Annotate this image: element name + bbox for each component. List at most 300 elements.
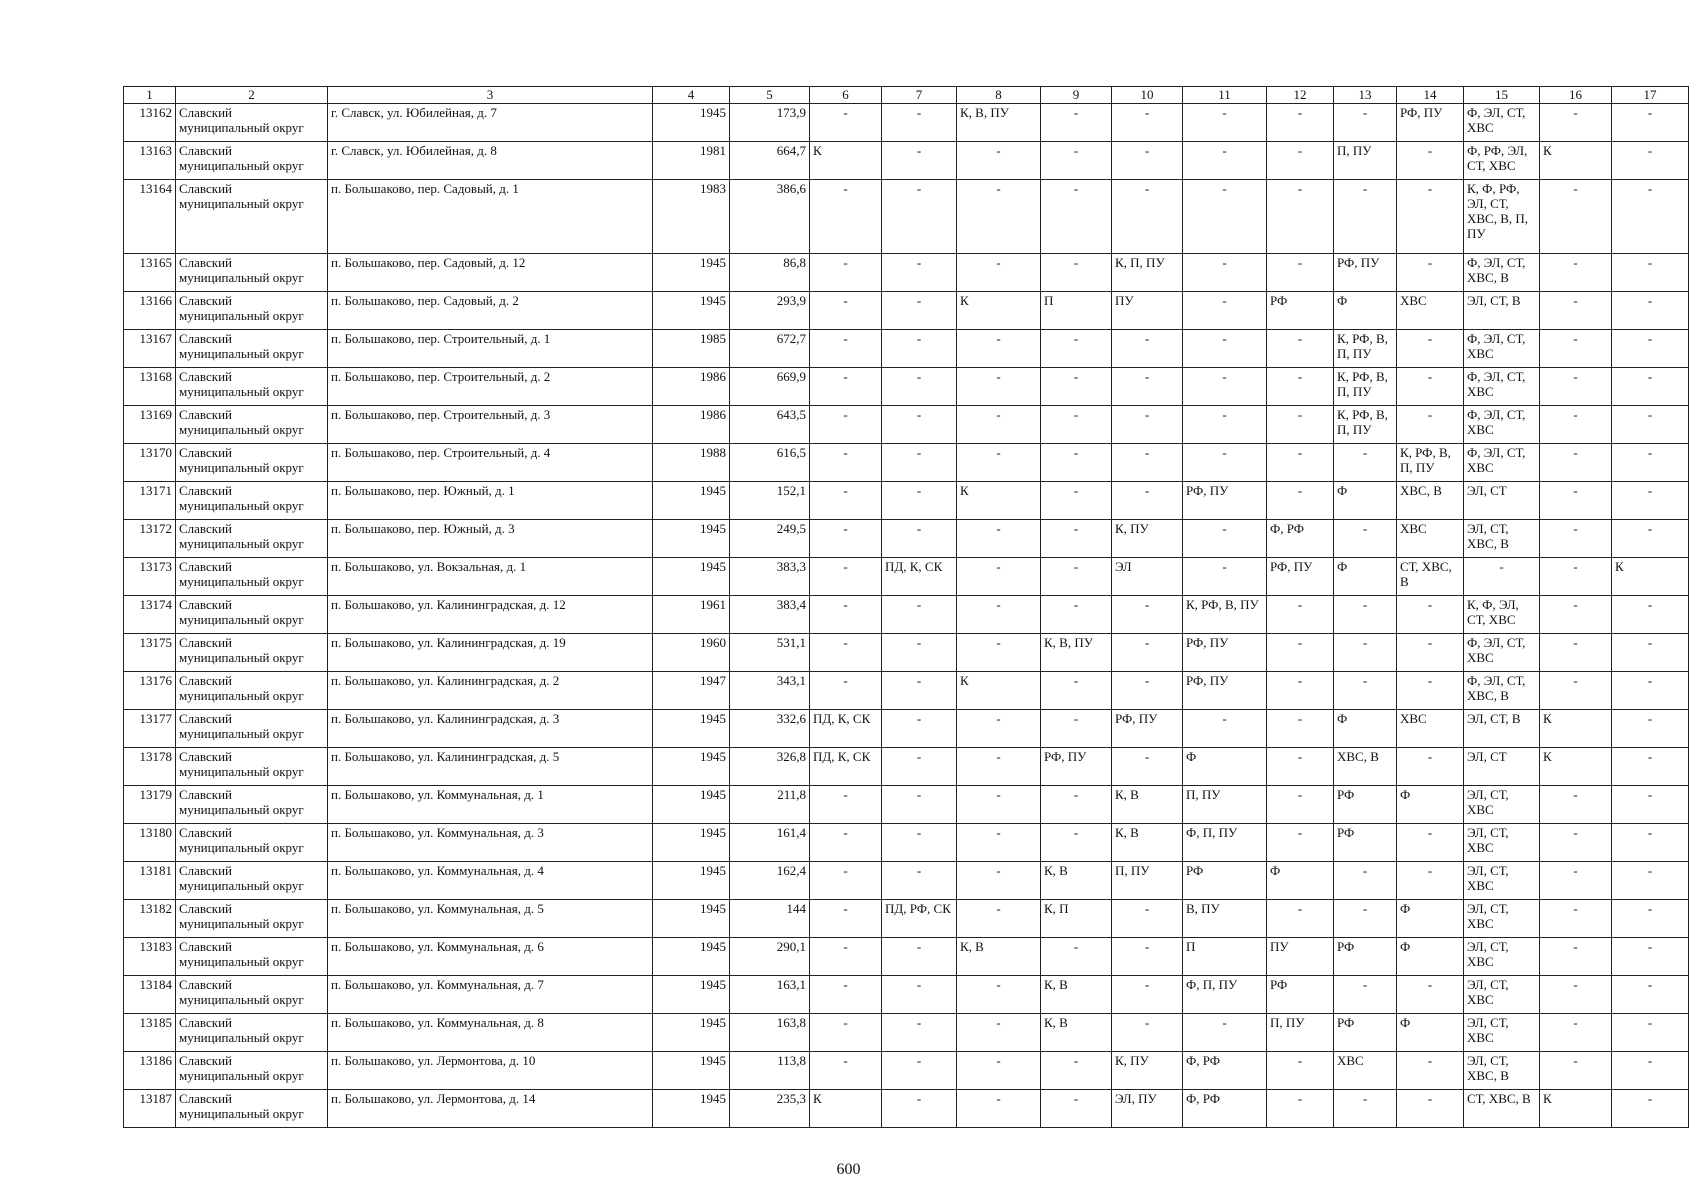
table-cell: п. Большаково, пер. Строительный, д. 3: [328, 406, 653, 444]
table-cell: -: [1112, 596, 1183, 634]
table-cell: -: [1267, 444, 1334, 482]
table-cell: -: [1397, 596, 1464, 634]
table-cell: Ф: [1334, 292, 1397, 330]
table-cell: -: [1464, 558, 1540, 596]
column-header: 13: [1334, 87, 1397, 104]
table-cell: -: [1183, 254, 1267, 292]
table-cell: Славский муниципальный округ: [176, 558, 328, 596]
table-cell: ЭЛ, СТ: [1464, 748, 1540, 786]
table-cell: Славский муниципальный округ: [176, 104, 328, 142]
table-cell: -: [882, 672, 957, 710]
table-cell: п. Большаково, ул. Калининградская, д. 5: [328, 748, 653, 786]
table-cell: 1945: [653, 824, 730, 862]
column-header: 15: [1464, 87, 1540, 104]
table-cell: -: [1334, 900, 1397, 938]
table-cell: 1983: [653, 180, 730, 254]
table-cell: -: [1540, 104, 1612, 142]
column-header: 1: [124, 87, 176, 104]
table-row: [124, 862, 1689, 900]
table-cell: -: [957, 748, 1041, 786]
table-cell: 1945: [653, 1052, 730, 1090]
table-cell: Славский муниципальный округ: [176, 1052, 328, 1090]
table-cell: РФ: [1267, 976, 1334, 1014]
table-cell: П, ПУ: [1183, 786, 1267, 824]
table-cell: -: [882, 444, 957, 482]
table-cell: -: [1612, 1090, 1689, 1128]
table-cell: -: [1267, 900, 1334, 938]
table-cell: 343,1: [730, 672, 810, 710]
table-cell: -: [1267, 748, 1334, 786]
table-cell: п. Большаково, ул. Лермонтова, д. 10: [328, 1052, 653, 1090]
table-cell: СТ, ХВС, В: [1464, 1090, 1540, 1128]
table-cell: Славский муниципальный округ: [176, 710, 328, 748]
table-cell: п. Большаково, ул. Калининградская, д. 3: [328, 710, 653, 748]
table-cell: ЭЛ, СТ, ХВС: [1464, 824, 1540, 862]
table-cell: -: [1612, 104, 1689, 142]
table-cell: Ф: [1334, 558, 1397, 596]
table-cell: -: [810, 520, 882, 558]
table-cell: -: [957, 634, 1041, 672]
table-cell: -: [1540, 672, 1612, 710]
table-cell: -: [1041, 142, 1112, 180]
table-cell: -: [1112, 1014, 1183, 1052]
table-cell: -: [1612, 596, 1689, 634]
table-row: [124, 786, 1689, 824]
table-cell: 13171: [124, 482, 176, 520]
table-cell: -: [1540, 862, 1612, 900]
table-cell: -: [810, 104, 882, 142]
column-header: 5: [730, 87, 810, 104]
table-cell: К, РФ, В, П, ПУ: [1334, 368, 1397, 406]
table-cell: 293,9: [730, 292, 810, 330]
table-cell: -: [1397, 672, 1464, 710]
table-cell: -: [1540, 330, 1612, 368]
table-cell: Ф: [1183, 748, 1267, 786]
table-cell: -: [1334, 180, 1397, 254]
table-cell: Ф, ЭЛ, СТ, ХВС: [1464, 104, 1540, 142]
table-cell: Славский муниципальный округ: [176, 862, 328, 900]
table-cell: -: [1183, 520, 1267, 558]
table-cell: -: [957, 1014, 1041, 1052]
table-cell: -: [1112, 900, 1183, 938]
table-cell: 1945: [653, 748, 730, 786]
table-cell: -: [1183, 406, 1267, 444]
table-cell: -: [1041, 786, 1112, 824]
column-header: 4: [653, 87, 730, 104]
table-cell: Ф, РФ: [1183, 1090, 1267, 1128]
table-cell: Славский муниципальный округ: [176, 444, 328, 482]
table-cell: 211,8: [730, 786, 810, 824]
table-cell: 1988: [653, 444, 730, 482]
column-header: 14: [1397, 87, 1464, 104]
table-cell: -: [882, 1090, 957, 1128]
table-cell: -: [1612, 938, 1689, 976]
table-cell: -: [1334, 596, 1397, 634]
table-cell: -: [1540, 824, 1612, 862]
table-row: [124, 330, 1689, 368]
table-cell: -: [1397, 748, 1464, 786]
table-cell: -: [1397, 368, 1464, 406]
table-cell: -: [1540, 254, 1612, 292]
table-cell: -: [1112, 976, 1183, 1014]
table-row: [124, 406, 1689, 444]
table-cell: Славский муниципальный округ: [176, 748, 328, 786]
table-cell: -: [1612, 824, 1689, 862]
table-cell: 326,8: [730, 748, 810, 786]
table-cell: 332,6: [730, 710, 810, 748]
table-cell: К, В: [1041, 976, 1112, 1014]
table-cell: -: [810, 1052, 882, 1090]
table-cell: -: [1612, 748, 1689, 786]
table-cell: -: [1183, 330, 1267, 368]
table-cell: РФ, ПУ: [1397, 104, 1464, 142]
table-cell: К, В: [1112, 824, 1183, 862]
table-cell: -: [1041, 672, 1112, 710]
table-cell: -: [957, 254, 1041, 292]
table-cell: -: [1612, 900, 1689, 938]
table-cell: РФ, ПУ: [1112, 710, 1183, 748]
table-cell: -: [1540, 180, 1612, 254]
table-cell: п. Большаково, пер. Садовый, д. 12: [328, 254, 653, 292]
table-cell: РФ: [1334, 938, 1397, 976]
table-cell: 13178: [124, 748, 176, 786]
table-cell: ЭЛ, СТ, ХВС, В: [1464, 1052, 1540, 1090]
table-cell: 383,4: [730, 596, 810, 634]
table-cell: 1985: [653, 330, 730, 368]
table-cell: п. Большаково, ул. Коммунальная, д. 4: [328, 862, 653, 900]
table-cell: -: [1041, 824, 1112, 862]
table-cell: п. Большаково, пер. Южный, д. 1: [328, 482, 653, 520]
table-cell: 669,9: [730, 368, 810, 406]
table-cell: ЭЛ, СТ, ХВС: [1464, 976, 1540, 1014]
table-cell: К: [1540, 748, 1612, 786]
table-cell: Славский муниципальный округ: [176, 368, 328, 406]
table-cell: 86,8: [730, 254, 810, 292]
table-cell: РФ: [1267, 292, 1334, 330]
table-cell: -: [1267, 104, 1334, 142]
table-cell: 616,5: [730, 444, 810, 482]
table-cell: -: [810, 406, 882, 444]
table-cell: Ф: [1334, 482, 1397, 520]
table-row: [124, 1052, 1689, 1090]
table-cell: 13174: [124, 596, 176, 634]
table-body: [124, 104, 1689, 1128]
table-cell: -: [957, 180, 1041, 254]
table-cell: К: [810, 142, 882, 180]
table-cell: -: [810, 292, 882, 330]
table-cell: К: [810, 1090, 882, 1128]
table-cell: -: [1041, 1052, 1112, 1090]
table-cell: К: [957, 482, 1041, 520]
table-cell: -: [882, 254, 957, 292]
table-cell: РФ, ПУ: [1183, 634, 1267, 672]
table-cell: 161,4: [730, 824, 810, 862]
table-cell: -: [882, 482, 957, 520]
table-cell: Славский муниципальный округ: [176, 1014, 328, 1052]
table-cell: Ф, ЭЛ, СТ, ХВС: [1464, 406, 1540, 444]
table-cell: 1945: [653, 938, 730, 976]
table-cell: РФ, ПУ: [1183, 482, 1267, 520]
table-cell: РФ, ПУ: [1267, 558, 1334, 596]
table-cell: п. Большаково, пер. Южный, д. 3: [328, 520, 653, 558]
table-cell: РФ: [1334, 1014, 1397, 1052]
table-cell: ПУ: [1112, 292, 1183, 330]
table-cell: К, П: [1041, 900, 1112, 938]
table-cell: 1945: [653, 900, 730, 938]
table-cell: 13182: [124, 900, 176, 938]
table-row: [124, 900, 1689, 938]
table-cell: ЭЛ, СТ, ХВС: [1464, 938, 1540, 976]
table-cell: 1981: [653, 142, 730, 180]
table-cell: 13181: [124, 862, 176, 900]
table-cell: Ф: [1397, 938, 1464, 976]
column-header: 2: [176, 87, 328, 104]
table-cell: -: [1267, 330, 1334, 368]
table-cell: -: [957, 596, 1041, 634]
table-cell: -: [810, 444, 882, 482]
table-cell: -: [1612, 672, 1689, 710]
table-cell: -: [1041, 368, 1112, 406]
table-cell: РФ, ПУ: [1183, 672, 1267, 710]
table-cell: -: [1612, 710, 1689, 748]
table-cell: К, ПУ: [1112, 1052, 1183, 1090]
table-cell: 1945: [653, 292, 730, 330]
table-cell: 13170: [124, 444, 176, 482]
header-row: [124, 87, 1689, 104]
column-header: 9: [1041, 87, 1112, 104]
table-cell: 13175: [124, 634, 176, 672]
table-cell: ЭЛ, СТ, ХВС, В: [1464, 520, 1540, 558]
table-cell: -: [810, 862, 882, 900]
table-cell: г. Славск, ул. Юбилейная, д. 8: [328, 142, 653, 180]
table-cell: Славский муниципальный округ: [176, 786, 328, 824]
table-cell: -: [1397, 180, 1464, 254]
table-cell: СТ, ХВС, В: [1397, 558, 1464, 596]
table-cell: 13179: [124, 786, 176, 824]
table-cell: ХВС: [1397, 520, 1464, 558]
table-cell: Ф, РФ: [1267, 520, 1334, 558]
table-cell: -: [957, 142, 1041, 180]
table-cell: п. Большаково, пер. Строительный, д. 4: [328, 444, 653, 482]
table-cell: 13180: [124, 824, 176, 862]
table-cell: 152,1: [730, 482, 810, 520]
table-cell: -: [810, 634, 882, 672]
table-cell: -: [1612, 786, 1689, 824]
table-cell: -: [1540, 900, 1612, 938]
table-cell: ЭЛ, СТ, В: [1464, 292, 1540, 330]
table-row: [124, 710, 1689, 748]
table-cell: 1947: [653, 672, 730, 710]
table-row: [124, 824, 1689, 862]
table-cell: -: [1334, 634, 1397, 672]
table-cell: -: [1540, 444, 1612, 482]
table-cell: -: [957, 976, 1041, 1014]
table-cell: -: [1612, 482, 1689, 520]
table-cell: -: [1612, 634, 1689, 672]
table-cell: -: [1041, 330, 1112, 368]
table-cell: -: [957, 406, 1041, 444]
table-cell: -: [1397, 976, 1464, 1014]
table-cell: -: [882, 976, 957, 1014]
table-cell: г. Славск, ул. Юбилейная, д. 7: [328, 104, 653, 142]
table-cell: -: [1612, 1052, 1689, 1090]
table-cell: К, В: [1041, 1014, 1112, 1052]
table-cell: Славский муниципальный округ: [176, 254, 328, 292]
table-cell: 664,7: [730, 142, 810, 180]
table-cell: -: [810, 672, 882, 710]
table-cell: 13187: [124, 1090, 176, 1128]
table-cell: 1960: [653, 634, 730, 672]
table-cell: -: [810, 180, 882, 254]
table-cell: Ф, ЭЛ, СТ, ХВС: [1464, 368, 1540, 406]
table-cell: -: [810, 558, 882, 596]
table-cell: 1945: [653, 1014, 730, 1052]
table-cell: -: [1041, 254, 1112, 292]
table-cell: -: [1041, 1090, 1112, 1128]
table-cell: 1945: [653, 520, 730, 558]
table-cell: 1961: [653, 596, 730, 634]
table-cell: П: [1041, 292, 1112, 330]
table-cell: -: [1540, 558, 1612, 596]
table-cell: К, ПУ: [1112, 520, 1183, 558]
table-cell: Славский муниципальный округ: [176, 1090, 328, 1128]
table-row: [124, 180, 1689, 254]
table-cell: -: [1334, 104, 1397, 142]
table-cell: Славский муниципальный округ: [176, 596, 328, 634]
table-cell: п. Большаково, ул. Коммунальная, д. 7: [328, 976, 653, 1014]
table-cell: -: [1267, 634, 1334, 672]
table-cell: -: [882, 142, 957, 180]
table-cell: Славский муниципальный округ: [176, 142, 328, 180]
table-cell: 163,1: [730, 976, 810, 1014]
table-cell: -: [1540, 976, 1612, 1014]
table-cell: 531,1: [730, 634, 810, 672]
table-row: [124, 672, 1689, 710]
table-cell: п. Большаково, ул. Лермонтова, д. 14: [328, 1090, 653, 1128]
table-cell: -: [1612, 368, 1689, 406]
table-cell: п. Большаково, пер. Садовый, д. 2: [328, 292, 653, 330]
table-cell: Ф, ЭЛ, СТ, ХВС, В: [1464, 254, 1540, 292]
table-cell: 672,7: [730, 330, 810, 368]
table-cell: -: [1397, 142, 1464, 180]
table-cell: Славский муниципальный округ: [176, 634, 328, 672]
table-cell: К, В, ПУ: [1041, 634, 1112, 672]
table-cell: 13173: [124, 558, 176, 596]
table-cell: -: [1540, 292, 1612, 330]
table-cell: Славский муниципальный округ: [176, 900, 328, 938]
table-cell: -: [957, 1052, 1041, 1090]
table-cell: п. Большаково, ул. Коммунальная, д. 6: [328, 938, 653, 976]
table-cell: -: [1183, 292, 1267, 330]
table-cell: -: [882, 748, 957, 786]
table-cell: -: [957, 520, 1041, 558]
table-cell: 249,5: [730, 520, 810, 558]
table-cell: -: [882, 1052, 957, 1090]
table-cell: 13164: [124, 180, 176, 254]
table-cell: 1945: [653, 558, 730, 596]
table-cell: -: [1612, 862, 1689, 900]
table-cell: К, РФ, В, П, ПУ: [1397, 444, 1464, 482]
table-cell: -: [957, 368, 1041, 406]
table-cell: -: [957, 330, 1041, 368]
column-header: 6: [810, 87, 882, 104]
table-cell: 13168: [124, 368, 176, 406]
table-cell: -: [810, 824, 882, 862]
table-cell: ЭЛ, СТ: [1464, 482, 1540, 520]
table-cell: -: [1334, 444, 1397, 482]
table-cell: ХВС: [1397, 710, 1464, 748]
table-cell: -: [1041, 710, 1112, 748]
table-cell: -: [1612, 444, 1689, 482]
table-cell: В, ПУ: [1183, 900, 1267, 938]
table-cell: ЭЛ, СТ, ХВС: [1464, 900, 1540, 938]
table-cell: -: [882, 292, 957, 330]
table-cell: -: [1112, 406, 1183, 444]
table-cell: -: [1267, 1052, 1334, 1090]
table-cell: п. Большаково, пер. Садовый, д. 1: [328, 180, 653, 254]
column-header: 8: [957, 87, 1041, 104]
table-cell: -: [882, 596, 957, 634]
table-cell: -: [882, 710, 957, 748]
table-cell: 13167: [124, 330, 176, 368]
table-row: [124, 748, 1689, 786]
table-cell: -: [810, 900, 882, 938]
table-cell: ЭЛ, СТ, ХВС: [1464, 1014, 1540, 1052]
table-cell: -: [1267, 786, 1334, 824]
table-cell: -: [1612, 1014, 1689, 1052]
table-cell: -: [1041, 596, 1112, 634]
table-cell: -: [1183, 444, 1267, 482]
table-cell: Славский муниципальный округ: [176, 292, 328, 330]
table-cell: 13184: [124, 976, 176, 1014]
column-header: 7: [882, 87, 957, 104]
table-cell: 13176: [124, 672, 176, 710]
table-cell: -: [1112, 482, 1183, 520]
table-cell: -: [957, 558, 1041, 596]
table-row: [124, 142, 1689, 180]
table-cell: Ф, ЭЛ, СТ, ХВС: [1464, 330, 1540, 368]
table-row: [124, 254, 1689, 292]
table-cell: -: [882, 104, 957, 142]
table-cell: Славский муниципальный округ: [176, 976, 328, 1014]
table-cell: -: [1612, 292, 1689, 330]
table-cell: -: [1041, 482, 1112, 520]
table-cell: -: [882, 180, 957, 254]
table-cell: -: [1612, 180, 1689, 254]
table-cell: К, В: [1041, 862, 1112, 900]
table-cell: Славский муниципальный округ: [176, 330, 328, 368]
table-cell: Ф, П, ПУ: [1183, 976, 1267, 1014]
table-cell: -: [1267, 142, 1334, 180]
table-cell: -: [810, 976, 882, 1014]
table-cell: 1945: [653, 482, 730, 520]
table-cell: -: [1112, 634, 1183, 672]
column-header: 16: [1540, 87, 1612, 104]
table-row: [124, 1090, 1689, 1128]
table-row: [124, 482, 1689, 520]
table-cell: -: [1540, 1052, 1612, 1090]
table-cell: 1945: [653, 710, 730, 748]
table-cell: -: [882, 368, 957, 406]
table-cell: 1945: [653, 786, 730, 824]
table-cell: 13166: [124, 292, 176, 330]
table-cell: ПУ: [1267, 938, 1334, 976]
table-cell: Ф, ЭЛ, СТ, ХВС: [1464, 444, 1540, 482]
table-cell: -: [1540, 406, 1612, 444]
table-cell: -: [1612, 254, 1689, 292]
table-cell: 1986: [653, 406, 730, 444]
table-cell: Ф: [1334, 710, 1397, 748]
